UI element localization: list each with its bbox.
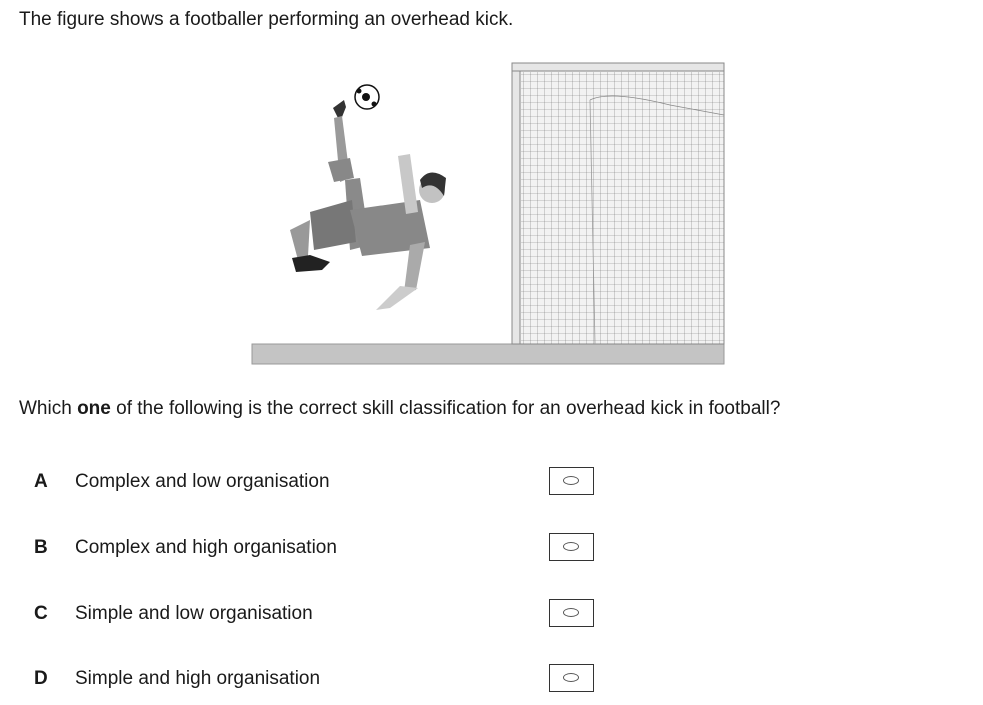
answer-radio-a[interactable]: [549, 467, 594, 495]
goal-net: [521, 72, 724, 344]
option-label: Complex and high organisation: [75, 537, 337, 558]
option-c[interactable]: [34, 599, 634, 631]
ground: [252, 344, 724, 364]
option-letter: A: [34, 471, 48, 492]
question-text-end: of the following is the correct skill classification for an overhead kick in football?: [110, 398, 781, 419]
footballer-goal-illustration: [250, 60, 726, 366]
answer-radio-b[interactable]: [549, 533, 594, 561]
option-letter: B: [34, 537, 48, 558]
goal-crossbar: [512, 63, 724, 71]
goal: [512, 63, 724, 344]
option-b[interactable]: [34, 533, 634, 565]
option-a[interactable]: [34, 467, 634, 499]
goal-post: [512, 63, 520, 344]
option-d[interactable]: [34, 664, 634, 696]
option-label: Simple and low organisation: [75, 603, 313, 624]
option-letter: D: [34, 668, 48, 689]
footballer: [290, 100, 446, 310]
question-text: [19, 398, 780, 420]
answer-radio-c[interactable]: [549, 599, 594, 627]
overhead-kick-figure: [250, 60, 726, 366]
question-emphasis: one: [77, 398, 111, 419]
option-label: Simple and high organisation: [75, 668, 321, 689]
option-letter: C: [34, 603, 48, 624]
ball: [355, 85, 379, 109]
answer-radio-d[interactable]: [549, 664, 594, 692]
intro-text: The figure shows a footballer performing an overhead kick.: [19, 9, 514, 30]
option-label: Complex and low organisation: [75, 471, 330, 492]
question-text-start: Which: [19, 398, 78, 419]
